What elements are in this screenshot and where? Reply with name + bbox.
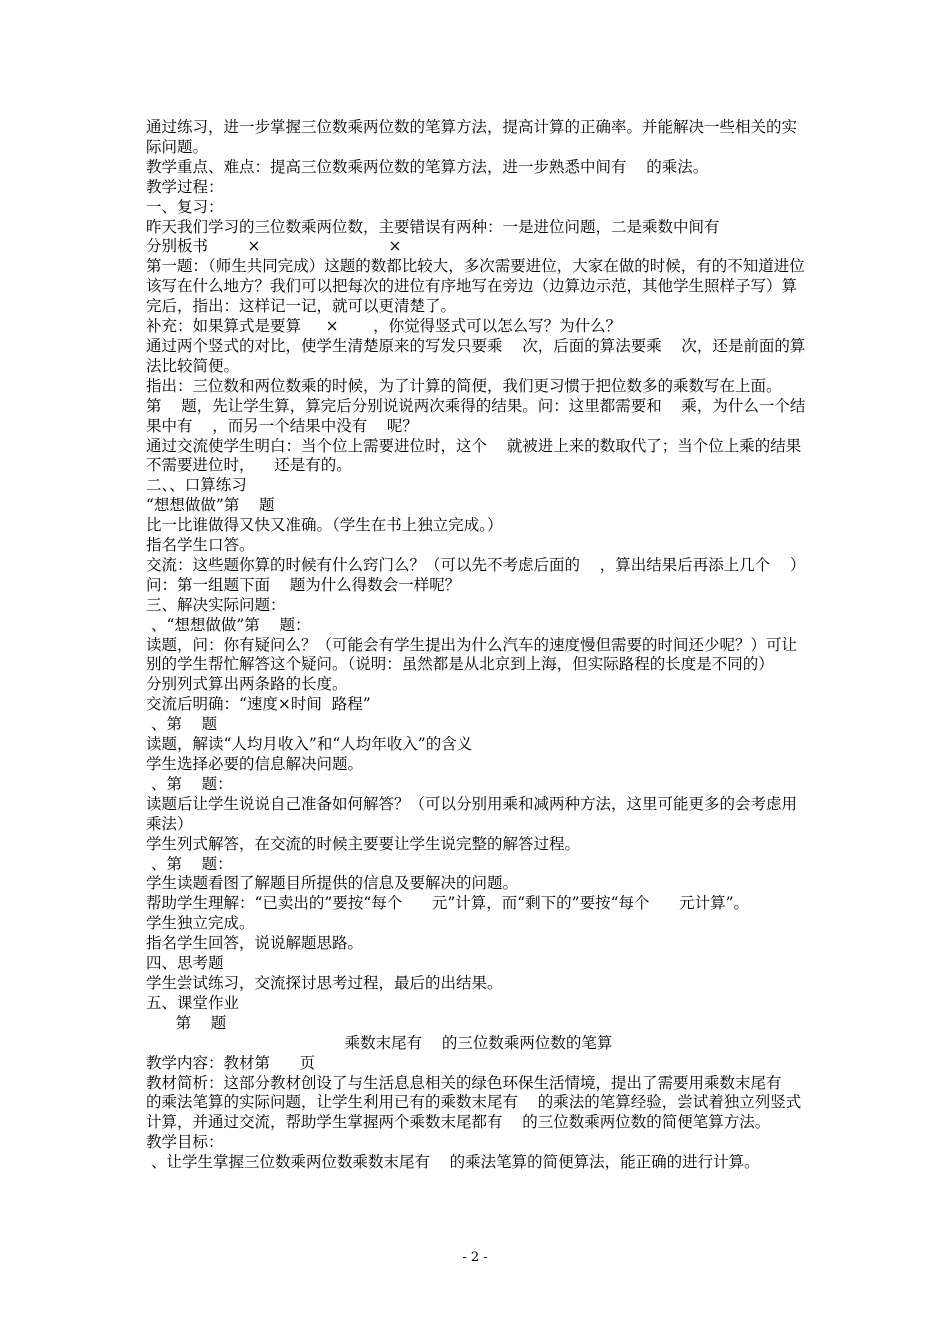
paragraph: 、第 题: [146, 715, 218, 734]
paragraph: 第 题，先让学生算，算完后分别说说两次乘得的结果。问：这里都需要和 乘，为什么一个结果中有 ，而另一个结果中没有 呢？: [146, 396, 806, 435]
paragraph: 教学过程：: [146, 177, 224, 196]
paragraph: 五、课堂作业: [146, 993, 240, 1012]
paragraph: 、“想想做做”第 题：: [146, 615, 311, 634]
paragraph: 交流：这些题你算的时候有什么窍门么？（可以先不考虑后面的 ，算出结果后再添上几个 ）: [146, 555, 806, 574]
paragraph: 问：第一组题下面 题为什么得数会一样呢？: [146, 575, 461, 594]
paragraph: 二、、口算练习: [146, 476, 247, 495]
paragraph: 教学内容：教材第 页: [146, 1053, 316, 1072]
paragraph: 指出：三位数和两位数乘的时候，为了计算的简便，我们更习惯于把位数多的乘数写在上面。: [146, 376, 782, 395]
paragraph: 学生独立完成。: [146, 914, 255, 933]
paragraph: 教学目标：: [146, 1133, 224, 1152]
paragraph: 四、思考题: [146, 954, 224, 973]
paragraph: 、让学生掌握三位数乘两位数乘数末尾有 的乘法笔算的简便算法，能正确的进行计算。: [146, 1153, 760, 1172]
paragraph: 通过两个竖式的对比，使学生清楚原来的写发只要乘 次，后面的算法要乘 次，还是前面的算法比较简便。: [146, 336, 806, 375]
paragraph: 补充：如果算式是要算 × ，你觉得竖式可以怎么写？为什么？: [146, 317, 622, 336]
paragraph: 分别板书 × ×: [146, 237, 402, 256]
paragraph: 、第 题：: [146, 854, 233, 873]
paragraph: 一、复习：: [146, 197, 224, 216]
page-number: - 2 -: [462, 1250, 488, 1265]
paragraph: 教材简析：这部分教材创设了与生活息息相关的绿色环保生活情境，提出了需要用乘数末尾有 的乘法笔算的实际问题，让学生利用已有的乘数末尾有 的乘法的笔算经验，尝试着独立列竖式计算，并通过交流，帮助学生掌握两个乘数末尾都有 的三位数乘两位数的简便笔算方法。: [146, 1073, 802, 1132]
paragraph: 第 题: [146, 1013, 227, 1032]
paragraph: 指名学生回答，说说解题思路。: [146, 934, 364, 953]
paragraph: 三、解决实际问题：: [146, 595, 286, 614]
paragraph: 第一题：（师生共同完成）这题的数都比较大，多次需要进位，大家在做的时候，有的不知道进位该写在什么地方？我们可以把每次的进位有序地写在旁边（边算边示范，其他学生照样子写）算完后，指出：这样记一记，就可以更清楚了。: [146, 257, 805, 316]
paragraph: 读题后让学生说说自己准备如何解答？（可以分别用乘和减两种方法，这里可能更多的会考虑用乘法）: [146, 794, 798, 833]
paragraph: 分别列式算出两条路的长度。: [146, 675, 348, 694]
paragraph: 学生选择必要的信息解决问题。: [146, 755, 364, 773]
paragraph: 交流后明确：“速度×时间 路程”: [146, 695, 371, 714]
document-body: [146, 118, 811, 1173]
paragraph: 读题，解读“人均月收入”和“人均年收入”的含义: [146, 735, 473, 754]
paragraph: “想想做做”第 题: [146, 496, 275, 515]
section-heading: 乘数末尾有 的三位数乘两位数的笔算: [344, 1033, 613, 1052]
paragraph: 学生读题看图了解题目所提供的信息及要解决的问题。: [146, 874, 519, 893]
paragraph: 、第 题：: [146, 774, 233, 793]
paragraph: 通过练习，进一步掌握三位数乘两位数的笔算方法，提高计算的正确率。并能解决一些相关的实际问题。: [146, 118, 798, 156]
paragraph: 学生列式解答，在交流的时候主要要让学生说完整的解答过程。: [146, 834, 581, 853]
paragraph: 通过交流使学生明白：当个位上需要进位时，这个 就被进上来的数取代了；当个位上乘的结果不需要进位时， 还是有的。: [146, 436, 802, 475]
paragraph: 指名学生口答。: [146, 536, 255, 555]
paragraph: 帮助学生理解：“已卖出的”要按“每个 元”计算，而“剩下的”要按“每个 元计算”。: [146, 894, 750, 913]
paragraph: 读题，问：你有疑问么？（可能会有学生提出为什么汽车的速度慢但需要的时间还少呢？）可让别的学生帮忙解答这个疑问。（说明：虽然都是从北京到上海，但实际路程的长度是不同的）: [146, 635, 798, 674]
paragraph: 比一比谁做得又快又准确。（学生在书上独立完成。）: [146, 516, 503, 535]
paragraph: 教学重点、难点：提高三位数乘两位数的笔算方法，进一步熟悉中间有 的乘法。: [146, 157, 709, 176]
paragraph: 学生尝试练习，交流探讨思考过程，最后的出结果。: [146, 973, 503, 992]
paragraph: 昨天我们学习的三位数乘两位数，主要错误有两种：一是进位问题，二是乘数中间有: [146, 217, 720, 236]
